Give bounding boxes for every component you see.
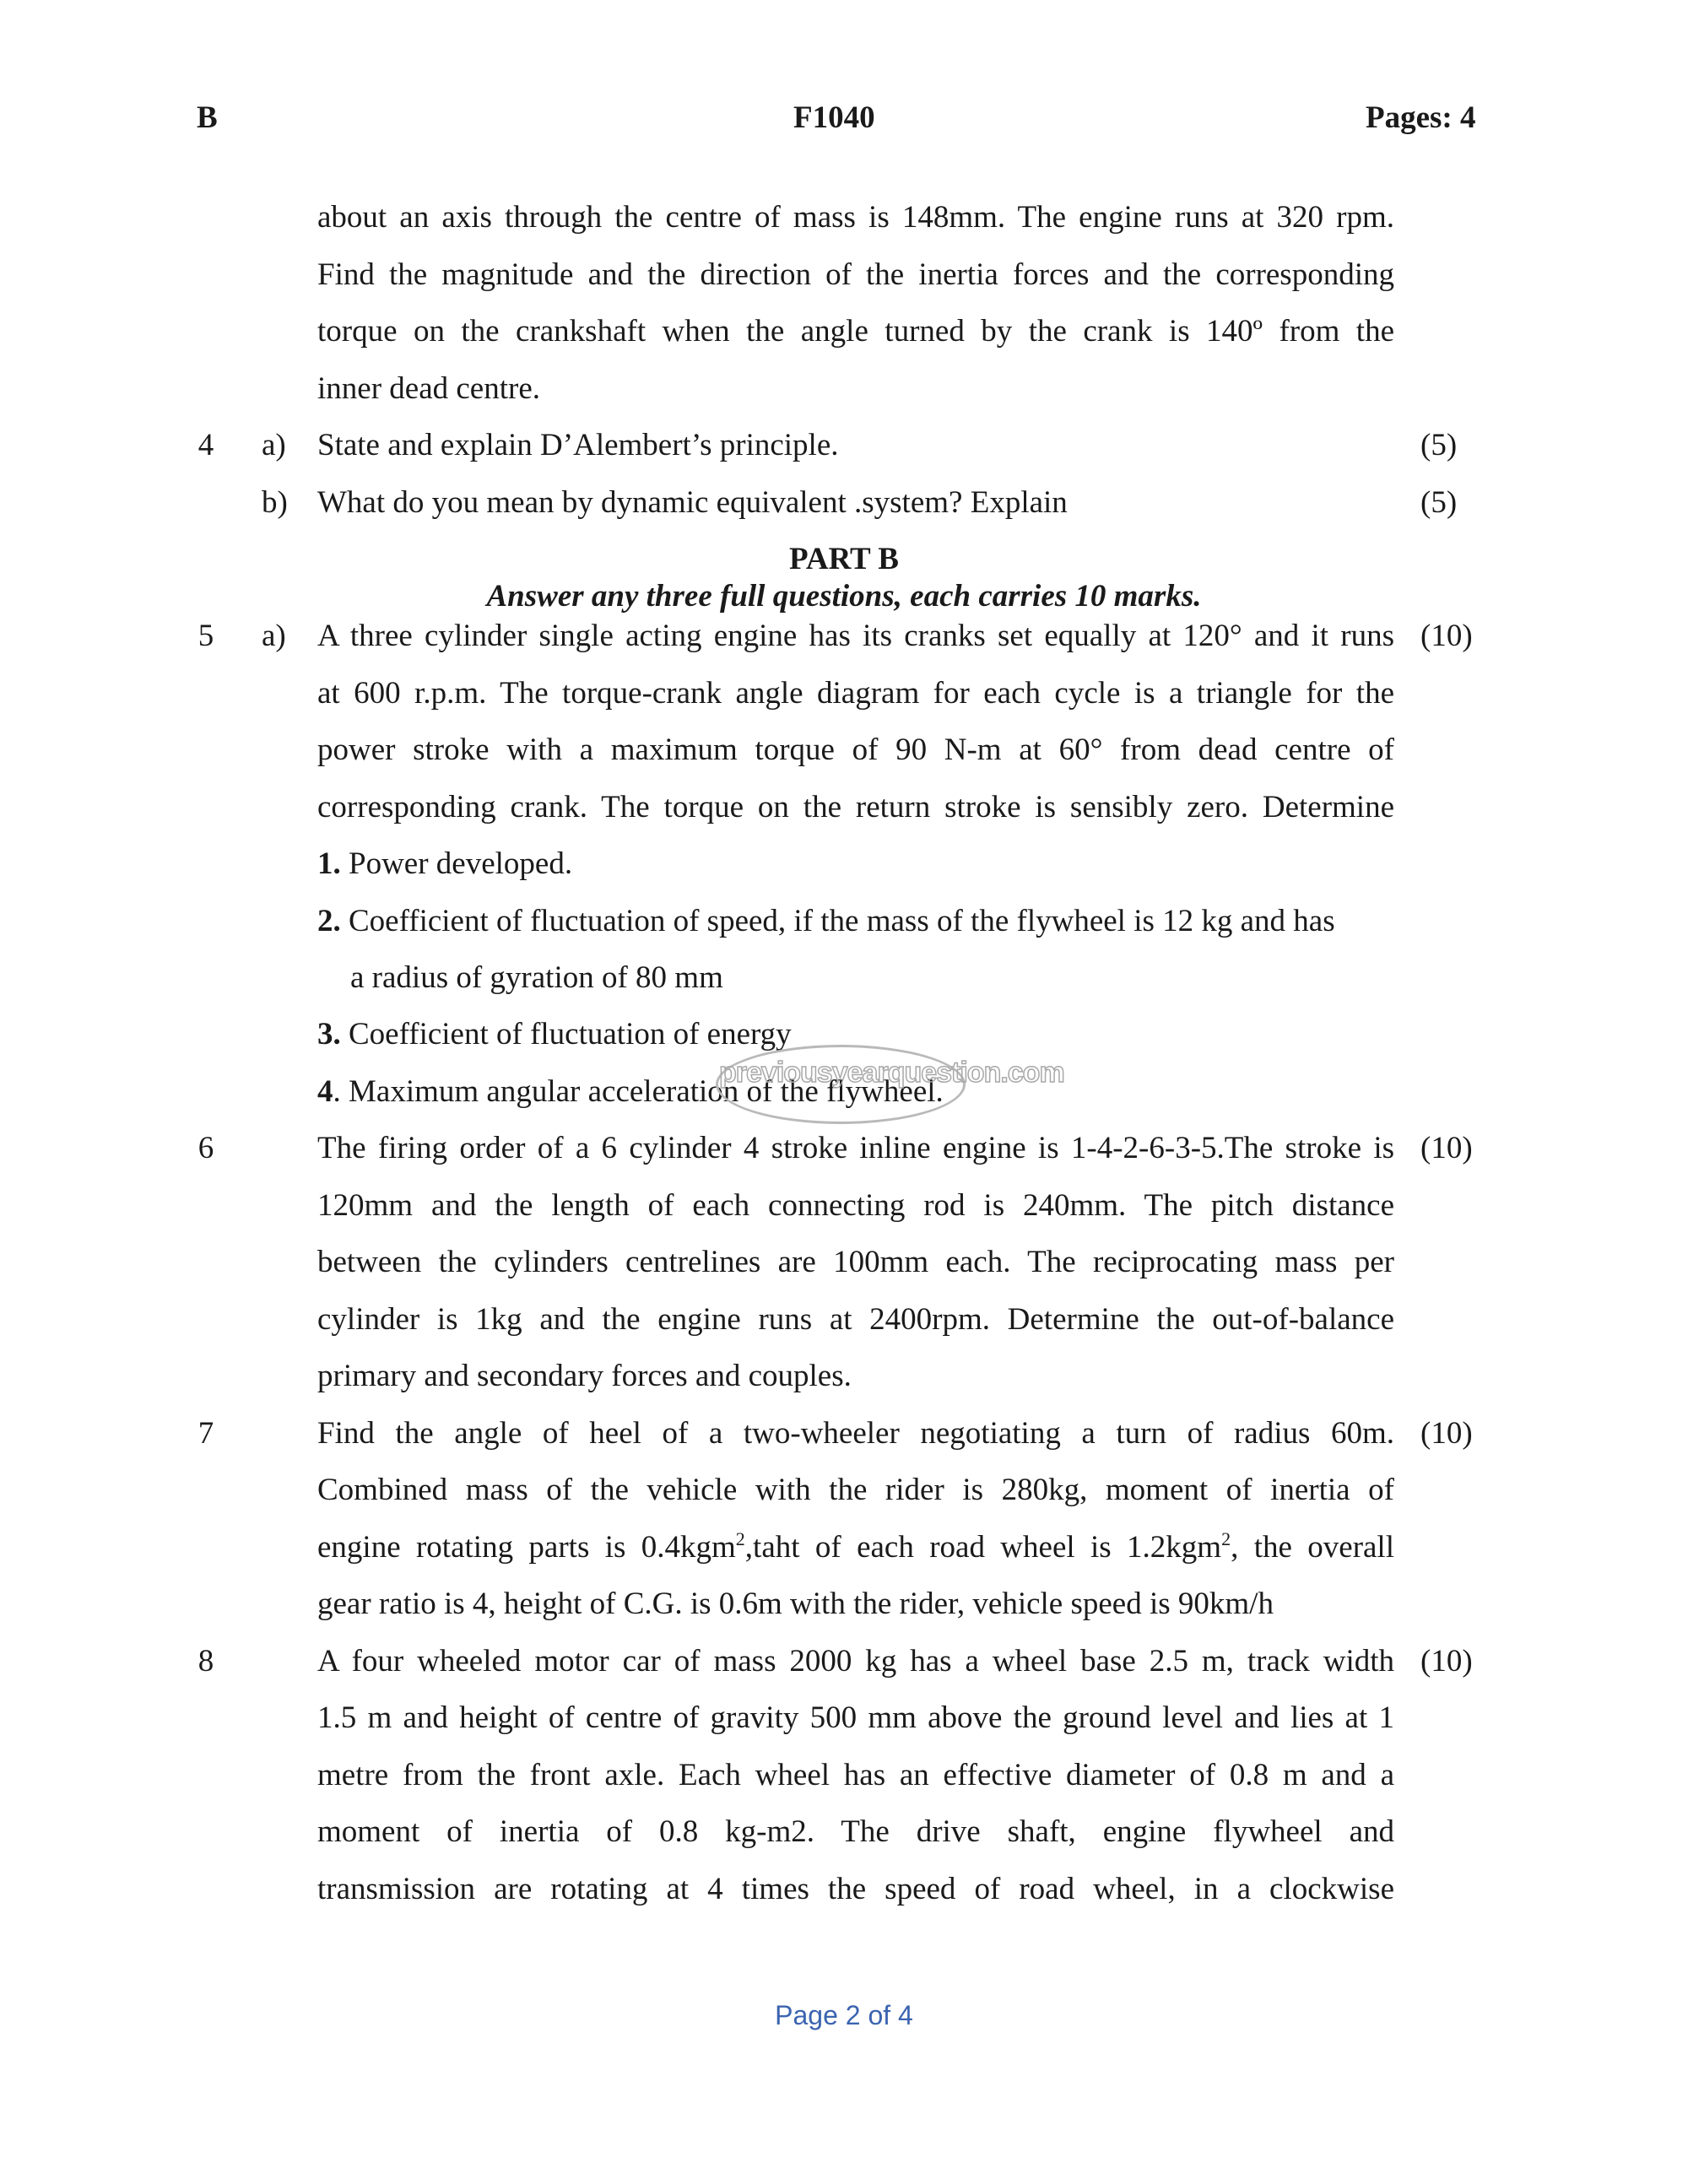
marks: (10) [1420, 1131, 1473, 1165]
text-line: metre from the front axle. Each wheel has an effective diameter of 0.8 m and a [317, 1758, 1394, 1792]
text-line: at 600 r.p.m. The torque-crank angle diagram for each cycle is a triangle for the [317, 676, 1394, 711]
text-line: torque on the crankshaft when the angle turned by the crank is 140º from the [317, 314, 1394, 349]
text-line: primary and secondary forces and couples. [317, 1359, 852, 1393]
text-segment: ,taht of each road wheel is 1.2kgm [744, 1530, 1222, 1565]
question-number: 4 [197, 428, 214, 462]
question-number: 5 [197, 619, 214, 653]
marks: (10) [1420, 619, 1473, 653]
text-line: A three cylinder single acting engine has its cranks set equally at 120° and it runs [317, 619, 1394, 653]
text-line: A four wheeled motor car of mass 2000 kg has a wheel base 2.5 m, track width [317, 1644, 1394, 1679]
list-item-continuation: a radius of gyration of 80 mm [350, 960, 723, 995]
question-number: 6 [197, 1131, 214, 1165]
text-line: cylinder is 1kg and the engine runs at 2400rpm. Determine the out-of-balance [317, 1302, 1394, 1337]
part-b-title: PART B [789, 542, 899, 576]
item-number: 4 [317, 1074, 333, 1109]
marks: (5) [1420, 428, 1458, 462]
superscript: 2 [1221, 1528, 1231, 1549]
header-page-count: Pages: 4 [1366, 100, 1476, 135]
item-text: Coefficient of fluctuation of energy [340, 1017, 792, 1051]
subquestion-label: a) [262, 619, 286, 653]
text-segment: , the overall [1231, 1530, 1394, 1565]
subquestion-label: b) [262, 485, 288, 520]
header-set-code: B [197, 100, 218, 135]
item-text: Power developed. [340, 846, 573, 881]
text-line: Combined mass of the vehicle with the rider is 280kg, moment of inertia of [317, 1473, 1394, 1507]
item-text: . Maximum angular acceleration of the flywheel. [333, 1074, 944, 1109]
text-line: between the cylinders centrelines are 100mm each. The reciprocating mass per [317, 1245, 1394, 1279]
text-line: transmission are rotating at 4 times the speed of road wheel, in a clockwise [317, 1872, 1394, 1906]
item-number: 1. [317, 846, 341, 881]
text-line: 120mm and the length of each connecting rod is 240mm. The pitch distance [317, 1188, 1394, 1223]
question-text: State and explain D’Alembert’s principle. [317, 428, 839, 462]
watermark-text: previousyearquestion.com [719, 1057, 1064, 1089]
question-number: 8 [197, 1644, 214, 1679]
text-segment: engine rotating parts is 0.4kgm [317, 1530, 736, 1565]
text-line: about an axis through the centre of mass is 148mm. The engine runs at 320 rpm. [317, 200, 1394, 235]
text-line: power stroke with a maximum torque of 90 N-m at 60° from dead centre of [317, 733, 1394, 767]
question-text: What do you mean by dynamic equivalent .system? Explain [317, 485, 1068, 520]
text-line: corresponding crank. The torque on the return stroke is sensibly zero. Determine [317, 790, 1394, 824]
page-footer: Page 2 of 4 [775, 2000, 913, 2030]
header-paper-code: F1040 [793, 100, 875, 135]
text-line: Find the magnitude and the direction of the inertia forces and the corresponding [317, 257, 1394, 292]
subquestion-label: a) [262, 428, 286, 462]
text-line: 1.5 m and height of centre of gravity 500 mm above the ground level and lies at 1 [317, 1700, 1394, 1735]
question-number: 7 [197, 1416, 214, 1451]
text-line: The firing order of a 6 cylinder 4 stroke inline engine is 1-4-2-6-3-5.The stroke is [317, 1131, 1394, 1165]
marks: (10) [1420, 1644, 1473, 1679]
list-item [317, 893, 1394, 950]
item-number: 3. [317, 1017, 341, 1051]
text-line: moment of inertia of 0.8 kg-m2. The drive shaft, engine flywheel and [317, 1814, 1394, 1849]
part-b-instruction: Answer any three full questions, each carries 10 marks. [486, 579, 1202, 614]
text-line: gear ratio is 4, height of C.G. is 0.6m with the rider, vehicle speed is 90km/h [317, 1587, 1274, 1621]
list-item [317, 835, 1394, 893]
marks: (10) [1420, 1416, 1473, 1451]
text-line [317, 1519, 1394, 1576]
item-number: 2. [317, 904, 341, 938]
text-line: Find the angle of heel of a two-wheeler negotiating a turn of radius 60m. [317, 1416, 1394, 1451]
superscript: 2 [735, 1528, 745, 1549]
marks: (5) [1420, 485, 1458, 520]
item-text: Coefficient of fluctuation of speed, if the mass of the flywheel is 12 kg and has [340, 904, 1335, 938]
text-line: inner dead centre. [317, 371, 540, 406]
